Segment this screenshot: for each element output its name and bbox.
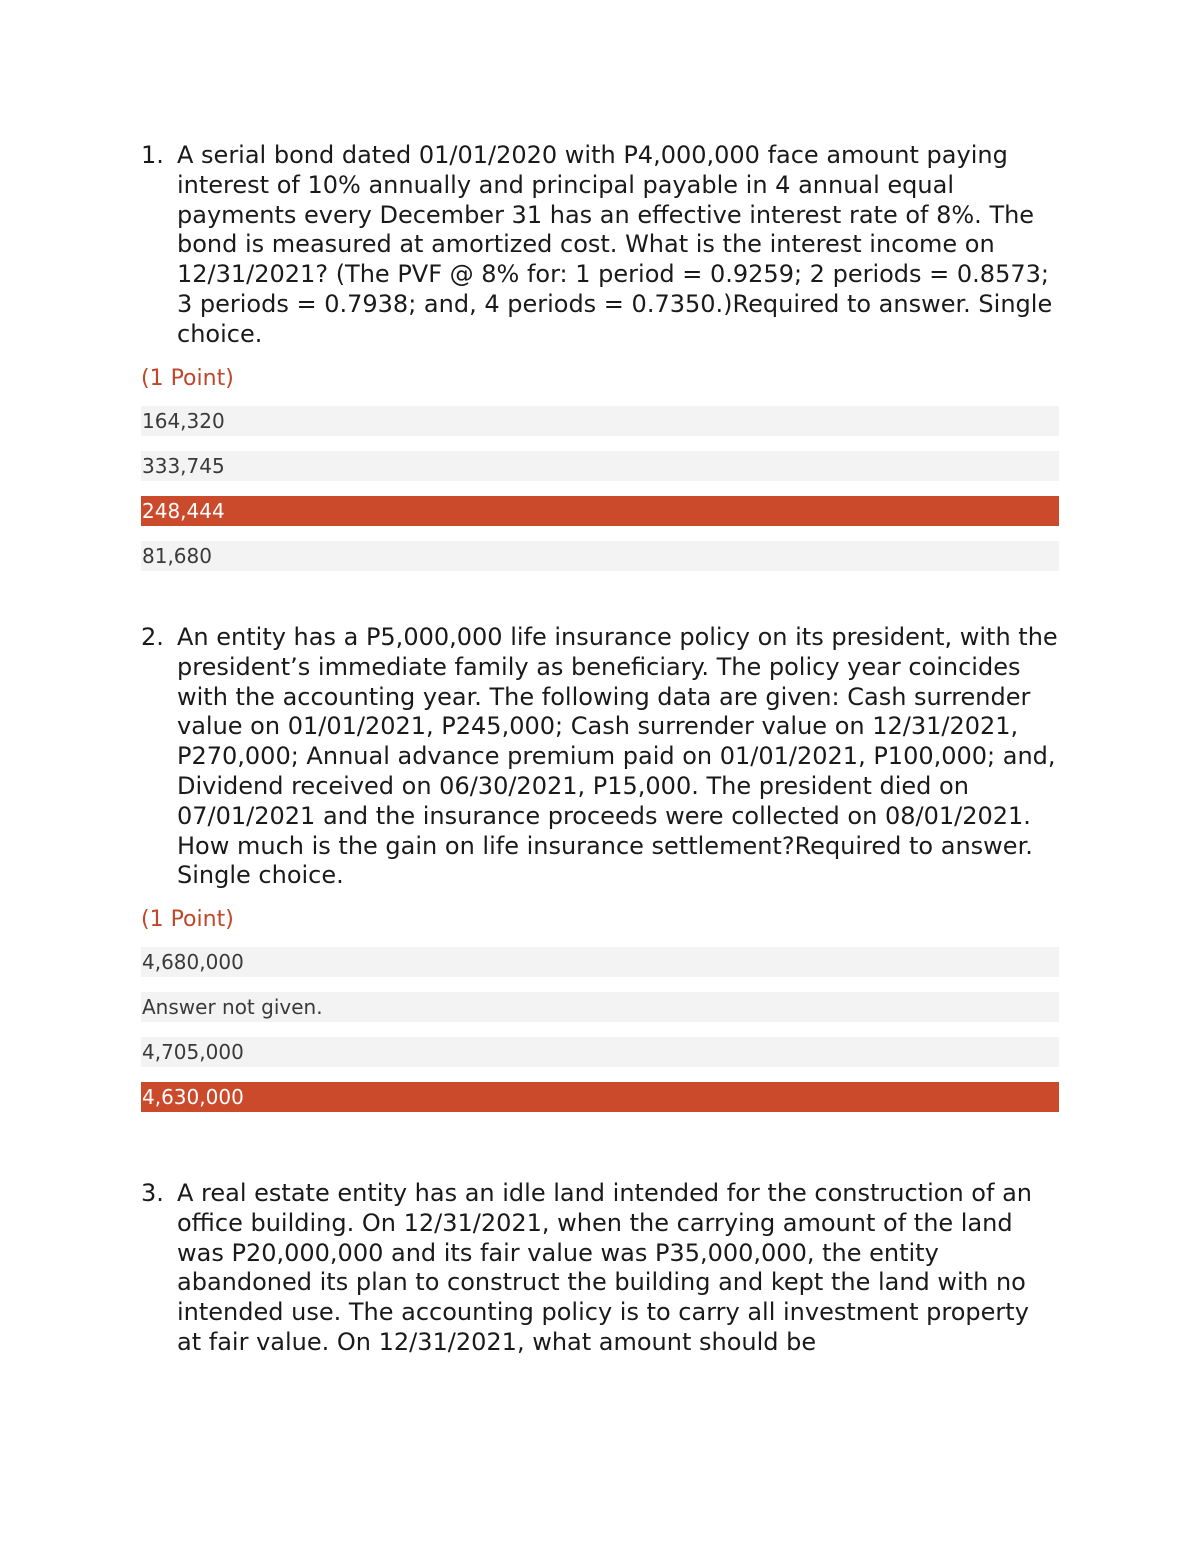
answer-option[interactable]: 164,320	[141, 406, 1059, 436]
question-3	[141, 1179, 1059, 1358]
answer-option[interactable]: 4,705,000	[141, 1037, 1059, 1067]
question-points: (1 Point)	[141, 365, 234, 391]
question-points: (1 Point)	[141, 907, 234, 933]
question-text	[141, 1179, 1059, 1358]
answer-options	[141, 947, 1059, 1112]
answer-option-selected[interactable]: 4,630,000	[141, 1082, 1059, 1112]
answer-option[interactable]: 81,680	[141, 541, 1059, 571]
question-number: 3.	[141, 1179, 164, 1207]
answer-option[interactable]: 333,745	[141, 451, 1059, 481]
answer-option[interactable]: 4,680,000	[141, 947, 1059, 977]
question-body: A real estate entity has an idle land intended for the construction of an office building. On 12/31/2021, when the carrying amount of the land was P20,000,000 and its fair value was P35,000,000, the entity abandoned its plan to construct the building and kept the land with no intended use. The accounting policy is to carry all investment property at fair value. On 12/31/2021, what amount should be	[177, 1179, 1032, 1356]
question-text	[141, 623, 1059, 891]
answer-option[interactable]: Answer not given.	[141, 992, 1059, 1022]
question-number: 1.	[141, 141, 164, 169]
answer-options	[141, 406, 1059, 571]
answer-option-selected[interactable]: 248,444	[141, 496, 1059, 526]
question-body: A serial bond dated 01/01/2020 with P4,000,000 face amount paying interest of 10% annually and principal payable in 4 annual equal payments every December 31 has an effective interest rate of 8%. The bond is measured at amortized cost. What is the interest income on 12/31/2021? (The PVF @ 8% for: 1 period = 0.9259; 2 periods = 0.8573; 3 periods = 0.7938; and, 4 periods = 0.7350.)Required to answer. Single choice.	[177, 141, 1053, 348]
question-2	[141, 623, 1059, 1112]
question-body: An entity has a P5,000,000 life insurance policy on its president, with the president’s immediate family as beneficiary. The policy year coincides with the accounting year. The following data are given: Cash surrender value on 01/01/2021, P245,000; Cash surrender value on 12/31/2021, P270,000; Annual advance premium paid on 01/01/2021, P100,000; and, Dividend received on 06/30/2021, P15,000. The president died on 07/01/2021 and the insurance proceeds were collected on 08/01/2021. How much is the gain on life insurance settlement?Required to answer. Single choice.	[177, 623, 1058, 890]
question-text	[141, 141, 1059, 350]
question-number: 2.	[141, 623, 164, 651]
question-1	[141, 141, 1059, 571]
